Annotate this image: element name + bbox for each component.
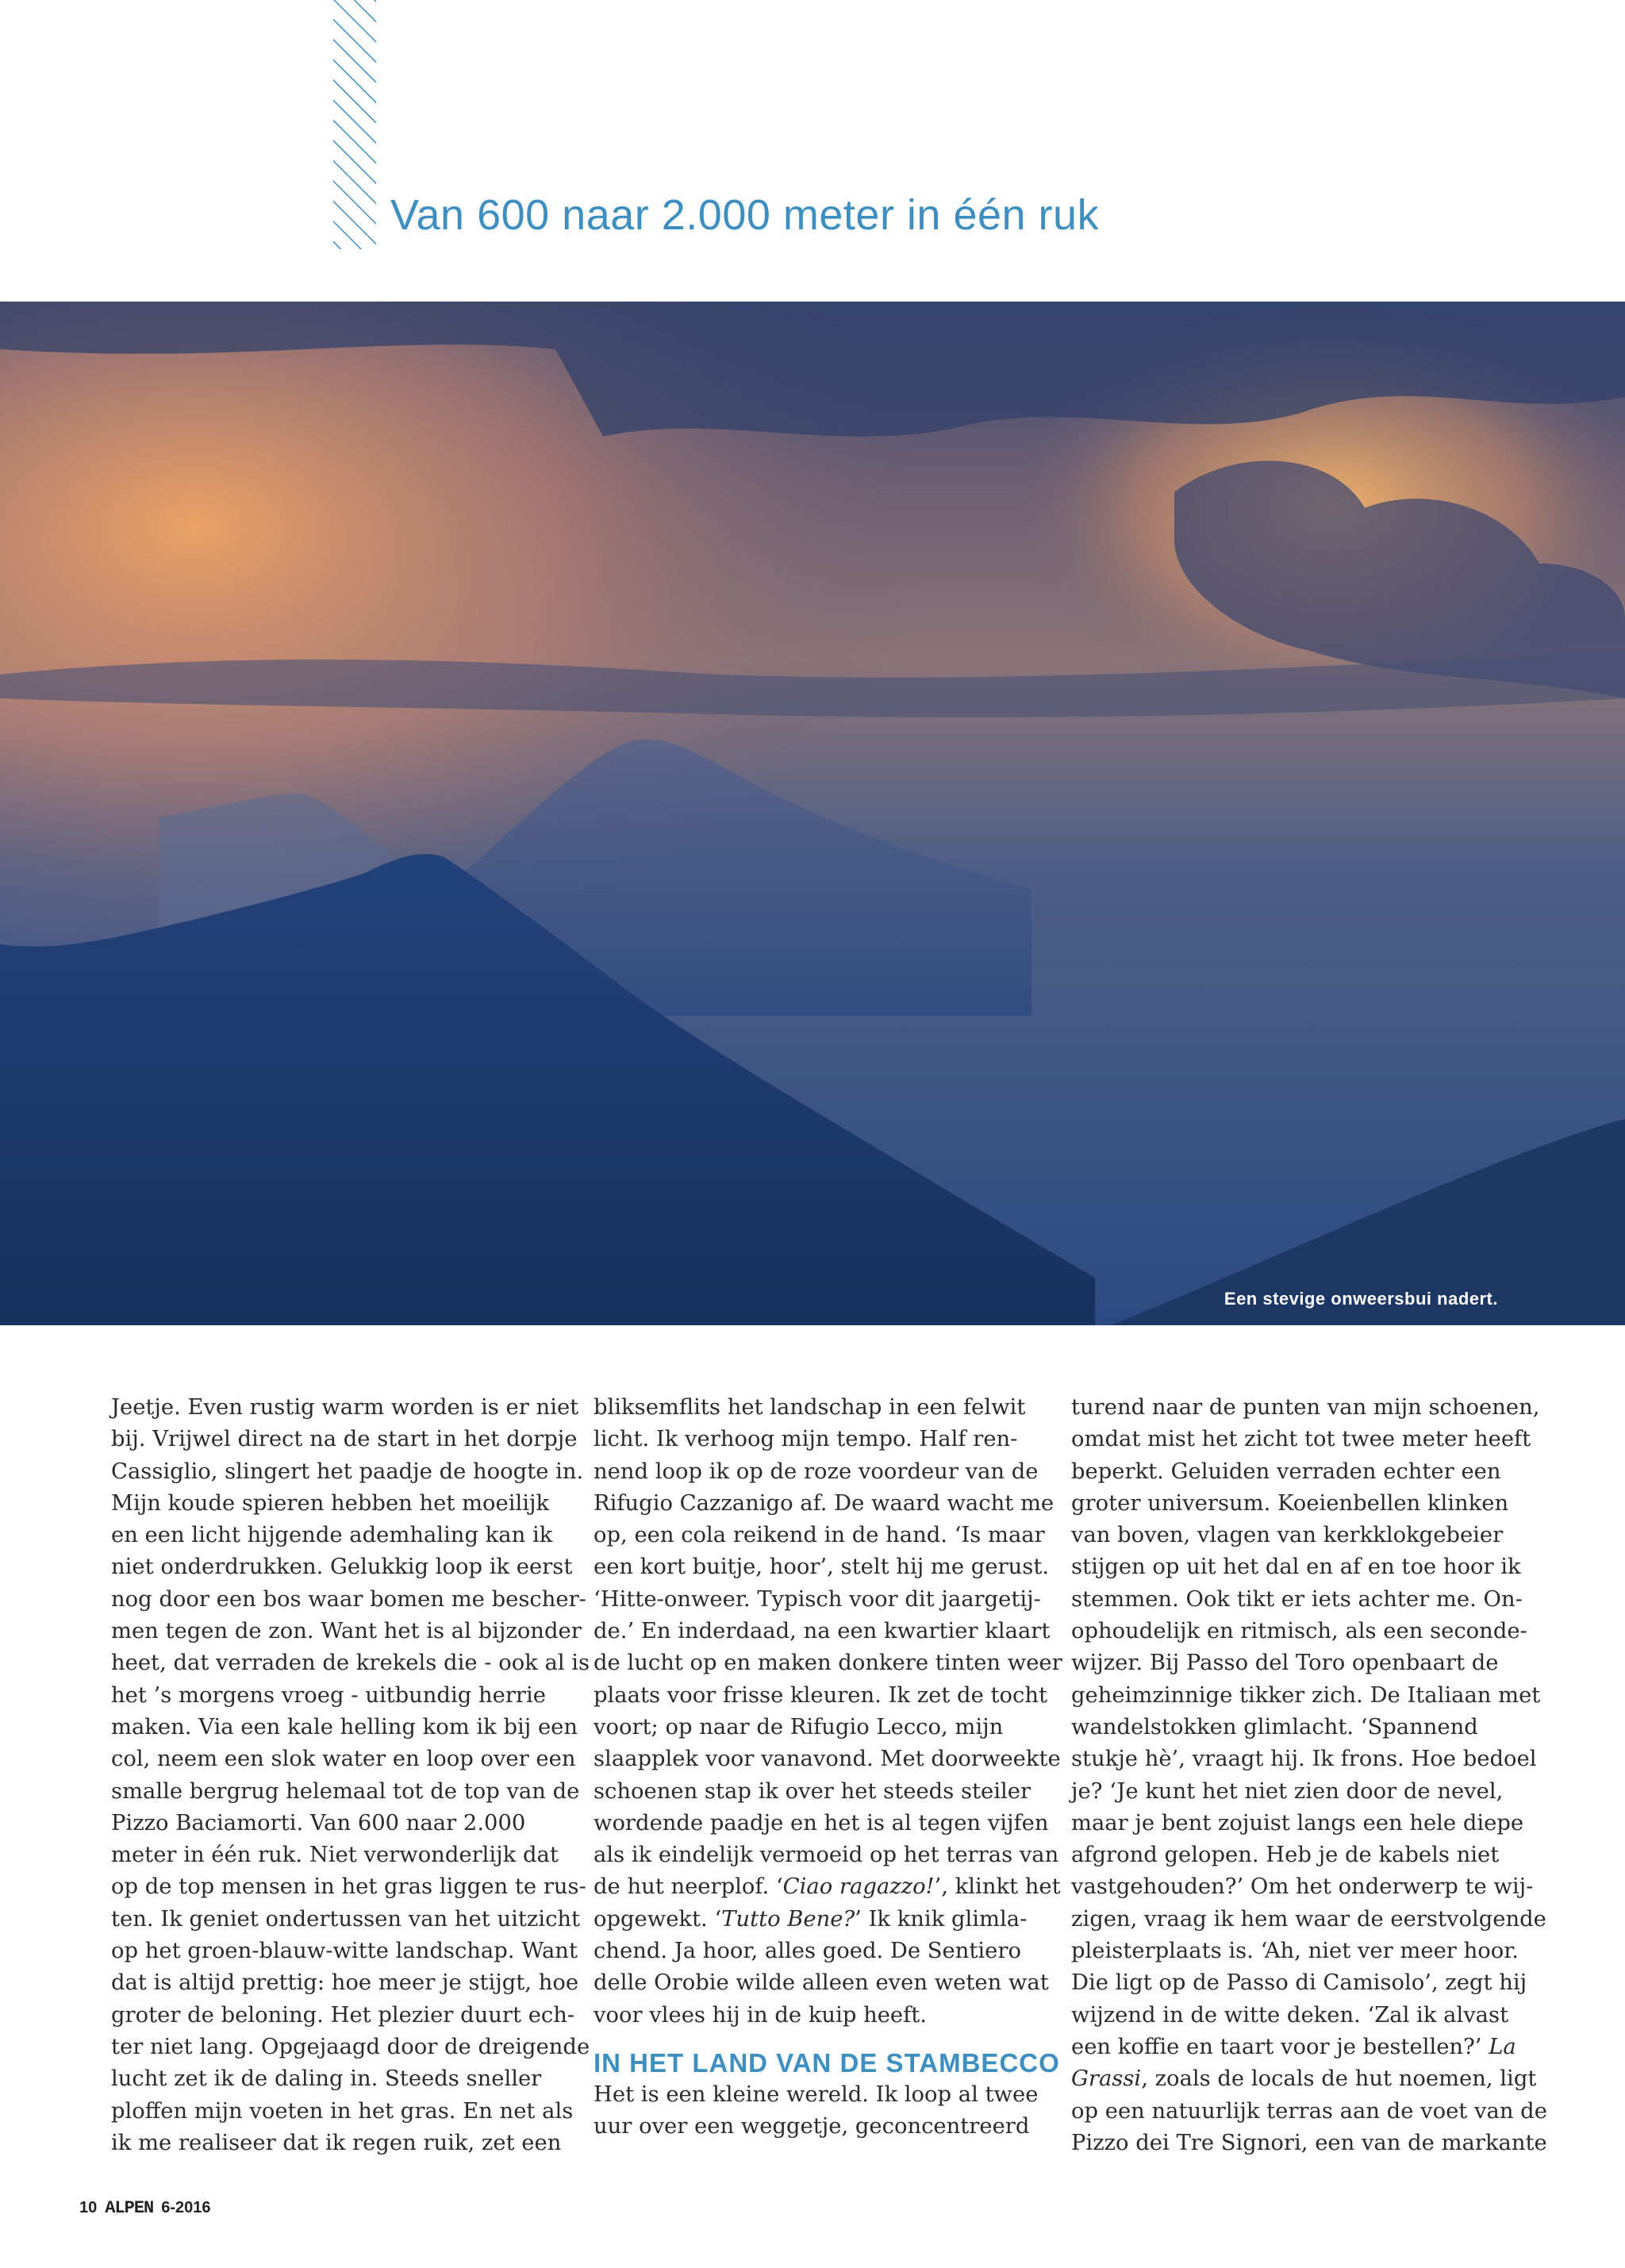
text-line: ten. Ik geniet ondertussen van het uitzicht	[111, 1906, 581, 1932]
text-line: stemmen. Ook tikt er iets achter me. On-	[1071, 1586, 1523, 1612]
page-footer	[79, 2198, 211, 2218]
text-line: dat is altijd prettig: hoe meer je stijgt, hoe	[111, 1970, 579, 1996]
body-column-2	[594, 1392, 1062, 2143]
text-line: Pizzo dei Tre Signori, een van de markante	[1071, 2130, 1547, 2155]
text-line: groter de beloning. Het plezier duurt ech-	[111, 2002, 575, 2028]
text-line: maar je bent zojuist langs een hele diepe	[1071, 1810, 1524, 1836]
issue-number: 6-2016	[161, 2199, 211, 2216]
text-line: een kort buitje, hoor’, stelt hij me gerust.	[594, 1555, 1050, 1580]
text-line: vastgehouden?’ Om het onderwerp te wij-	[1071, 1874, 1534, 1900]
text-line: Grassi, zoals de locals de hut noemen, ligt	[1071, 2066, 1537, 2092]
italic-quote: Tutto Bene?	[721, 1906, 855, 1932]
text-line: stijgen op uit het dal en af en toe hoor ik	[1071, 1555, 1521, 1580]
page-number: 10	[79, 2199, 98, 2216]
text-line: ik me realiseer dat ik regen ruik, zet een	[111, 2130, 562, 2155]
text-line: de hut neerplof. ‘Ciao ragazzo!’, klinkt het	[594, 1874, 1061, 1900]
text-line: delle Orobie wilde alleen even weten wat	[594, 1970, 1049, 1996]
text-line: en een licht hijgende ademhaling kan ik	[111, 1523, 553, 1548]
text-line: stukje hè’, vraagt hij. Ik frons. Hoe bedoel	[1071, 1747, 1537, 1772]
text-line: op de top mensen in het gras liggen te rus-	[111, 1874, 586, 1900]
text-line: slaapplek voor vanavond. Met doorweekte	[594, 1747, 1061, 1772]
section-subheading: IN HET LAND VAN DE STAMBECCO	[594, 2047, 1060, 2078]
magazine-logo	[105, 2198, 153, 2218]
text-line: plaats voor frisse kleuren. Ik zet de tocht	[594, 1682, 1047, 1708]
italic-name: La	[1489, 2034, 1516, 2059]
text-line: omdat mist het zicht tot twee meter heeft	[1071, 1427, 1531, 1452]
text-line: turend naar de punten van mijn schoenen,	[1071, 1395, 1540, 1420]
text-line: voor vlees hij in de kuip heeft.	[594, 2002, 927, 2028]
text-line: op het groen-blauw-witte landschap. Want	[111, 1939, 578, 1964]
text-line: ophoudelijk en ritmisch, als een seconde-	[1071, 1619, 1527, 1644]
text-line: afgrond gelopen. Heb je de kabels niet	[1071, 1843, 1500, 1868]
text-line: je? ‘Je kunt het niet zien door de nevel,	[1071, 1778, 1504, 1804]
text-line: niet onderdrukken. Gelukkig loop ik eerst	[111, 1555, 573, 1580]
text-line: op een natuurlijk terras aan de voet van de	[1071, 2098, 1547, 2124]
text-line: wijzer. Bij Passo del Toro openbaart de	[1071, 1651, 1499, 1676]
text-line: voort; op naar de Rifugio Lecco, mijn	[594, 1714, 1004, 1739]
text-line: Rifugio Cazzanigo af. De waard wacht me	[594, 1490, 1055, 1516]
text-line: van boven, vlagen van kerkklokgebeier	[1071, 1523, 1504, 1548]
text-line: groter universum. Koeienbellen klinken	[1071, 1490, 1509, 1516]
text-line: ‘Hitte-onweer. Typisch voor dit jaargetij-	[594, 1586, 1041, 1612]
logo-text: ALPEN	[105, 2198, 154, 2218]
text-line: opgewekt. ‘Tutto Bene?’ Ik knik glimla-	[594, 1906, 1028, 1932]
text-line: ploffen mijn voeten in het gras. En net als	[111, 2098, 574, 2124]
text-line: wijzend in de witte deken. ‘Zal ik alvast	[1071, 2002, 1509, 2028]
text-line: Mijn koude spieren hebben het moeilijk	[111, 1490, 550, 1516]
text-line: op, een cola reikend in de hand. ‘Is maar	[594, 1523, 1045, 1548]
text-line: bliksemflits het landschap in een felwit	[594, 1395, 1026, 1420]
text-line: Pizzo Baciamorti. Van 600 naar 2.000	[111, 1810, 526, 1836]
text-line: meter in één ruk. Niet verwonderlijk dat	[111, 1843, 559, 1868]
text-line: het ’s morgens vroeg - uitbundig herrie	[111, 1682, 546, 1708]
text-line: nog door een bos waar bomen me bescher-	[111, 1586, 586, 1612]
text-line: de lucht op en maken donkere tinten weer	[594, 1651, 1062, 1676]
text-line: beperkt. Geluiden verraden echter een	[1071, 1459, 1501, 1484]
text-line: maken. Via een kale helling kom ik bij een	[111, 1714, 578, 1739]
text-line: Het is een kleine wereld. Ik loop al twee	[594, 2082, 1039, 2107]
text-line: pleisterplaats is. ‘Ah, niet ver meer hoor.	[1071, 1939, 1519, 1964]
article-headline: Van 600 naar 2.000 meter in één ruk	[390, 191, 1100, 239]
text-line: men tegen de zon. Want het is al bijzonder	[111, 1619, 582, 1644]
text-line: uur over een weggetje, geconcentreerd	[594, 2114, 1030, 2139]
italic-quote: Ciao ragazzo!	[782, 1874, 935, 1900]
text-line: heet, dat verraden de krekels die - ook al is	[111, 1651, 590, 1676]
text-line: de.’ En inderdaad, na een kwartier klaart	[594, 1619, 1051, 1644]
text-line: smalle bergrug helemaal tot de top van de	[111, 1778, 580, 1804]
text-line: zigen, vraag ik hem waar de eerstvolgende	[1071, 1906, 1546, 1932]
text-line: als ik eindelijk vermoeid op het terras van	[594, 1843, 1059, 1868]
text-line: Die ligt op de Passo di Camisolo’, zegt hij	[1071, 1970, 1527, 1996]
text-line: chend. Ja hoor, alles goed. De Sentiero	[594, 1939, 1021, 1964]
text-line: wordende paadje en het is al tegen vijfen	[594, 1810, 1049, 1836]
body-column-1	[111, 1392, 590, 2159]
text-line: Jeetje. Even rustig warm worden is er niet	[111, 1395, 579, 1420]
text-line: Cassiglio, slingert het paadje de hoogte in.	[111, 1459, 584, 1484]
text-line: lucht zet ik de daling in. Steeds sneller	[111, 2066, 542, 2092]
italic-name: Grassi	[1071, 2066, 1142, 2092]
text-line: licht. Ik verhoog mijn tempo. Half ren-	[594, 1427, 1018, 1452]
text-line: nend loop ik op de roze voordeur van de	[594, 1459, 1039, 1484]
text-line: schoenen stap ik over het steeds steiler	[594, 1778, 1031, 1804]
text-line: wandelstokken glimlacht. ‘Spannend	[1071, 1714, 1478, 1739]
photo-caption: Een stevige onweersbui nadert.	[1224, 1289, 1498, 1309]
text-line: een koffie en taart voor je bestellen?’ La	[1071, 2034, 1516, 2059]
text-line: col, neem een slok water en loop over een	[111, 1747, 576, 1772]
hatch-decoration	[333, 0, 376, 249]
text-line: bij. Vrijwel direct na de start in het dorpje	[111, 1427, 578, 1452]
body-column-3	[1071, 1392, 1547, 2159]
landscape-photo	[0, 302, 1625, 1325]
text-line: ter niet lang. Opgejaagd door de dreigende	[111, 2034, 590, 2059]
text-line: geheimzinnige tikker zich. De Italiaan met	[1071, 1682, 1541, 1708]
